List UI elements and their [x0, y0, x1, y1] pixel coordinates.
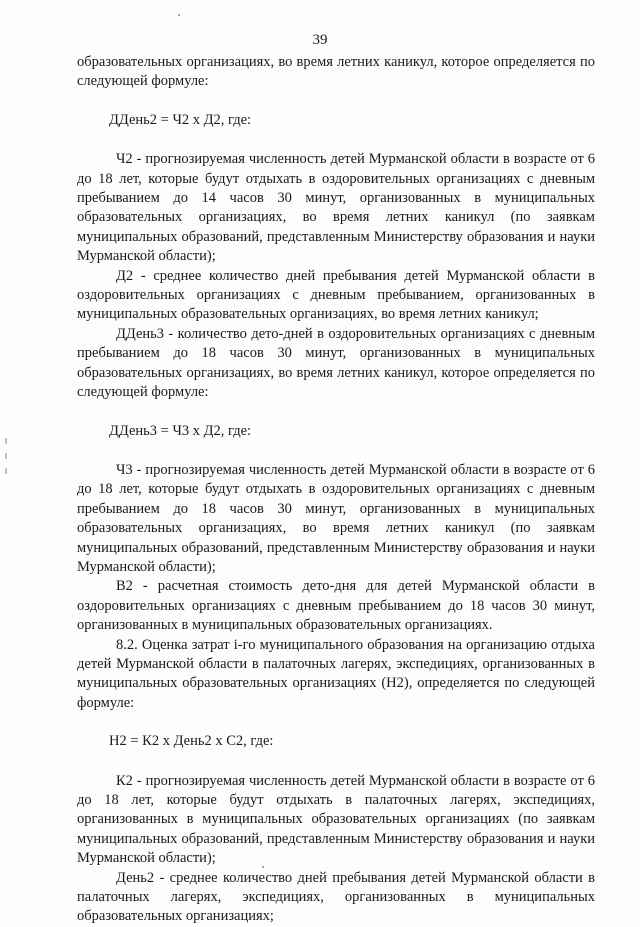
formula-dden3: ДДень3 = Ч3 x Д2, где:: [109, 422, 252, 439]
document-body: [77, 53, 595, 927]
paragraph-dden3: ДДень3 - количество дето-дней в оздоровительных организациях с дневным пребыванием до 18 часов 30 минут, организованных в муниципальных образовательных организациях, во время летних каникул, которое определяется по следующей формуле:: [77, 325, 595, 401]
paragraph-ch3: Ч3 - прогнозируемая численность детей Мурманской области в возрасте от 6 до 18 лет, которые будут отдыхать в оздоровительных организациях с дневным пребыванием до 18 часов 30 минут, организованных в муниципальных образовательных организациях, во время летних каникул (по заявкам муниципальных образований, представленным Министерству образования и науки Мурманской области);: [77, 461, 595, 575]
paragraph-section-8-2: 8.2. Оценка затрат i-го муниципального образования на организацию отдыха детей Мурманской области в палаточных лагерях, экспедициях, организованных в муниципальных образовательных организациях (Н2), определяется по следующей формуле:: [77, 636, 595, 711]
formula-n2: Н2 = К2 x День2 x С2, где:: [109, 733, 274, 750]
scan-edge-marks: [4, 438, 10, 483]
paragraph-den2: День2 - среднее количество дней пребывания детей Мурманской области в палаточных лагерях, экспедициях, организованных в муниципальных образовательных организациях;: [77, 869, 595, 925]
paragraph-v2: В2 - расчетная стоимость дето-дня для детей Мурманской области в оздоровительных организациях с дневным пребыванием до 18 часов 30 минут, организованных в муниципальных образовательных организациях.: [77, 578, 595, 634]
paragraph-d2: Д2 - среднее количество дней пребывания детей Мурманской области в оздоровительных организациях с дневным пребыванием, организованных в муниципальных образовательных организациях, во время летних каникул;: [77, 267, 595, 323]
scan-speck: [178, 14, 180, 16]
paragraph-k2: К2 - прогнозируемая численность детей Мурманской области в возрасте от 6 до 18 лет, которые будут отдыхать в палаточных лагерях, экспедициях, организованных в муниципальных образовательных организациях (по заявкам муниципальных образований, представленным Министерству образования и науки Мурманской области);: [77, 772, 595, 867]
paragraph-ch2: Ч2 - прогнозируемая численность детей Мурманской области в возрасте от 6 до 18 лет, которые будут отдыхать в оздоровительных организациях с дневным пребыванием до 14 часов 30 минут, организованных в муниципальных образовательных организациях, во время летних каникул (по заявкам муниципальных образований, представленным Министерству образования и науки Мурманской области);: [77, 151, 595, 265]
formula-dden2: ДДень2 = Ч2 x Д2, где:: [109, 111, 252, 128]
paragraph-continuation: образовательных организациях, во время летних каникул, которое определяется по следующей формуле:: [77, 54, 595, 90]
page-number: 39: [312, 32, 328, 48]
